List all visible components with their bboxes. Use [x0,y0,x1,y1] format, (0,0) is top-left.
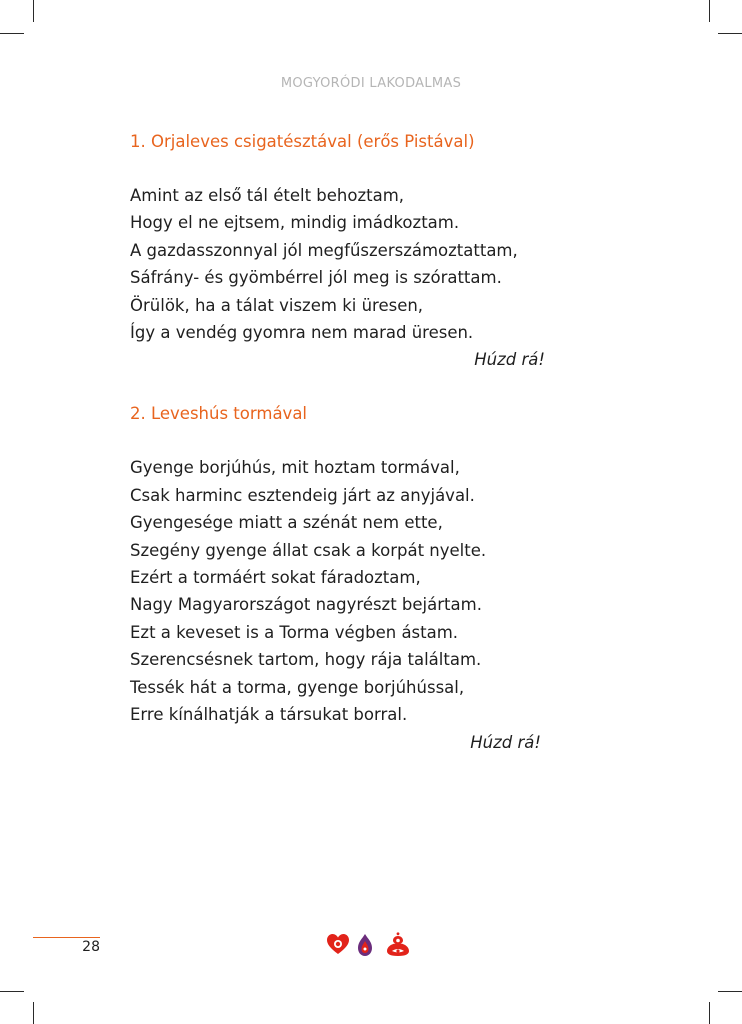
crop-mark-bottom-right-h [718,991,742,992]
heart-logo-icon [327,934,349,954]
page-number: 28 [82,939,100,955]
crop-mark-top-left-v [33,0,34,22]
refrain: Húzd rá! [474,350,545,370]
verse-line: Szegény gyenge állat csak a korpát nyelte. [130,540,487,560]
section-heading: 1. Orjaleves csigatésztával (erős Pistával) [130,132,475,151]
page-content [130,128,550,756]
refrain: Húzd rá! [470,732,541,752]
verse-line: Amint az első tál ételt behoztam, [130,186,405,205]
section [130,400,550,755]
section-heading: 2. Leveshús tormával [130,404,308,424]
running-head: MOGYORÓDI LAKODALMAS [280,76,462,91]
crop-mark-bottom-right-v [709,1002,710,1024]
verse-line: Tessék hát a torma, gyenge borjúhússal, [130,677,465,697]
verse-line: Sáfrány- és gyömbérrel jól meg is szórattam. [130,268,502,288]
verse-line: Szerencsésnek tartom, hogy rája találtam. [130,650,482,670]
verse [130,182,550,346]
verse-line: Csak harminc esztendeig járt az anyjával. [130,485,475,505]
section [130,128,550,373]
verse-line: Gyenge borjúhús, mit hoztam tormával, [130,458,460,478]
crop-mark-top-right-h [718,33,742,34]
verse-line: Ezért a tormáért sokat fáradoztam, [130,568,421,588]
crop-mark-bottom-left-v [33,1002,34,1024]
verse-line: Erre kínálhatják a társukat borral. [130,705,408,725]
verse-line: A gazdasszonnyal jól megfűszerszámoztattam, [130,240,518,260]
flame-logo-icon [358,934,372,956]
verse-line: Hogy el ne ejtsem, mindig imádkoztam. [130,213,460,233]
verse-line: Ezt a keveset is a Torma végben ástam. [130,622,459,642]
crop-mark-top-left-h [0,33,24,34]
verse [130,454,550,728]
ornament-logo-icon [387,932,409,956]
verse-line: Örülök, ha a tálat viszem ki üresen, [130,295,424,315]
crop-mark-bottom-left-h [0,991,24,992]
footer-logos [326,932,412,958]
verse-line: Gyengesége miatt a szénát nem ette, [130,513,443,533]
verse-line: Így a vendég gyomra nem marad üresen. [130,323,474,343]
verse-line: Nagy Magyarországot nagyrészt bejártam. [130,595,482,615]
crop-mark-top-right-v [709,0,710,22]
